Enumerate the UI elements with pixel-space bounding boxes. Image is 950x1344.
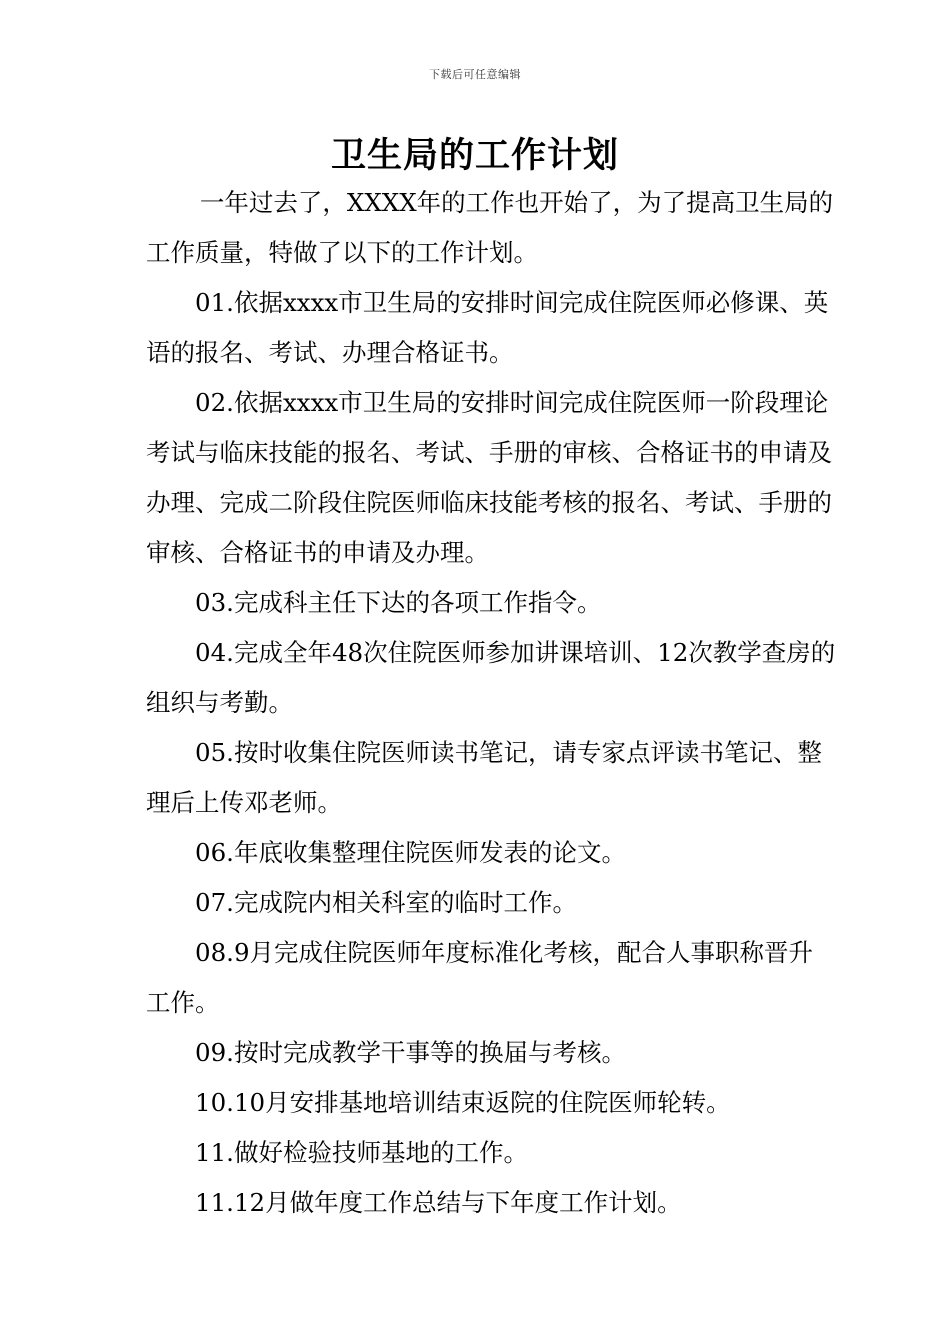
plan-item-09: 09.按时完成教学干事等的换届与考核。: [195, 1038, 626, 1067]
document-title: 卫生局的工作计划: [330, 136, 619, 176]
document-body: [146, 178, 836, 1228]
plan-item-03: 03.完成科主任下达的各项工作指令。: [195, 588, 602, 617]
plan-item-12: 11.12月做年度工作总结与下年度工作计划。: [195, 1188, 682, 1217]
plan-item-07: 07.完成院内相关科室的临时工作。: [195, 888, 577, 917]
intro-paragraph: 一年过去了，XXXX年的工作也开始了，为了提高卫生局的工作质量，特做了以下的工作计划。: [146, 188, 834, 267]
plan-item-02: 02.依据xxxx市卫生局的安排时间完成住院医师一阶段理论考试与临床技能的报名、考试、手册的审核、合格证书的申请及办理、完成二阶段住院医师临床技能考核的报名、考试、手册的审核、合格证书的申请及办理。: [146, 388, 832, 567]
plan-item-11: 11.做好检验技师基地的工作。: [195, 1138, 528, 1167]
plan-item-10: 10.10月安排基地培训结束返院的住院医师轮转。: [195, 1088, 731, 1117]
header-note: 下载后可任意编辑: [429, 68, 521, 81]
plan-item-08: 08.9月完成住院医师年度标准化考核，配合人事职称晋升工作。: [146, 938, 814, 1017]
plan-item-05: 05.按时收集住院医师读书笔记，请专家点评读书笔记、整理后上传邓老师。: [146, 738, 822, 817]
plan-item-06: 06.年底收集整理住院医师发表的论文。: [195, 838, 626, 867]
plan-item-01: 01.依据xxxx市卫生局的安排时间完成住院医师必修课、英语的报名、考试、办理合格证书。: [146, 288, 829, 367]
plan-item-04: 04.完成全年48次住院医师参加讲课培训、12次教学查房的组织与考勤。: [146, 638, 836, 717]
